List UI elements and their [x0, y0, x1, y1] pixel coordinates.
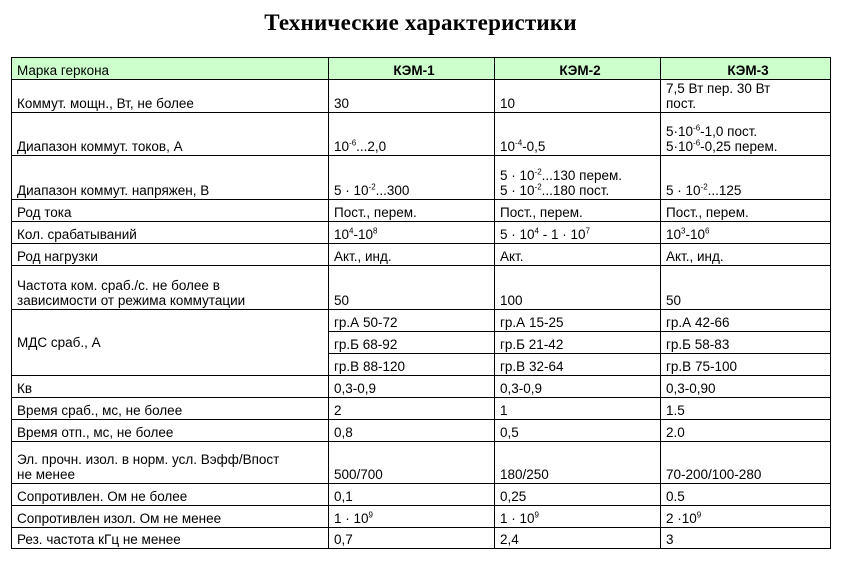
cell: Пост., перем.	[661, 200, 831, 222]
exponent: 4	[349, 226, 354, 236]
cell: гр.В 88-120	[329, 354, 495, 376]
row-label: Коммут. мощн., Вт, не более	[12, 80, 329, 113]
cell-text: 5 · 10	[334, 183, 369, 198]
row-label: МДС сраб., А	[12, 310, 329, 376]
cell-text: 10	[500, 139, 516, 154]
table-row	[12, 528, 831, 549]
exponent: 9	[368, 510, 373, 520]
cell: 50	[329, 266, 495, 310]
exponent: -2	[700, 182, 708, 192]
table-row	[12, 156, 831, 200]
exponent: 9	[534, 510, 539, 520]
cell: 180/250	[495, 442, 661, 484]
cell-line: 7,5 Вт пер. 30 Вт	[666, 81, 771, 96]
table-row	[12, 420, 831, 442]
row-label: Кол. срабатываний	[12, 222, 329, 244]
table-row	[12, 200, 831, 222]
cell-text: -10	[685, 227, 705, 242]
cell: гр.В 75-100	[661, 354, 831, 376]
cell: 2	[329, 398, 495, 420]
table-row	[12, 442, 831, 484]
exponent: 6	[705, 226, 710, 236]
cell-line	[500, 168, 660, 183]
cell-text: 5·10	[666, 139, 694, 154]
cell: 0,1	[329, 484, 495, 506]
cell-text: 5 · 10	[500, 168, 535, 183]
row-label: Род нагрузки	[12, 244, 329, 266]
exponent: -6	[349, 138, 357, 148]
row-label: Кв	[12, 376, 329, 398]
row-label: Рез. частота кГц не менее	[12, 528, 329, 549]
label-line: Частота ком. сраб./с. не более в	[17, 278, 220, 293]
cell: 0,8	[329, 420, 495, 442]
cell-text: 5 · 10	[666, 183, 701, 198]
cell: гр.А 42-66	[661, 310, 831, 332]
exponent: -6	[693, 123, 701, 133]
table-row	[12, 484, 831, 506]
cell: 0,3-0,90	[661, 376, 831, 398]
exponent: 3	[681, 226, 686, 236]
cell: 2.0	[661, 420, 831, 442]
header-kem3: КЭМ-3	[661, 58, 831, 80]
cell: Акт., инд.	[661, 244, 831, 266]
specs-table	[11, 57, 831, 549]
table-row	[12, 266, 831, 310]
cell: 0,3-0,9	[495, 376, 661, 398]
header-kem2: КЭМ-2	[495, 58, 661, 80]
cell-text: ...2,0	[356, 139, 387, 154]
cell-line: пост.	[666, 96, 697, 111]
cell-text: 5·10	[666, 124, 694, 139]
table-row	[12, 506, 831, 528]
page-title: Технические характеристики	[264, 10, 577, 35]
cell-line	[666, 124, 830, 139]
row-label: Время отп., мс, не более	[12, 420, 329, 442]
cell: 0,3-0,9	[329, 376, 495, 398]
row-label: Род тока	[12, 200, 329, 222]
cell: 30	[329, 80, 495, 113]
cell: Пост., перем.	[329, 200, 495, 222]
exponent: -2	[534, 182, 542, 192]
cell-text: -0,5	[522, 139, 546, 154]
cell-line	[500, 183, 660, 198]
cell: 10	[495, 80, 661, 113]
table-row	[12, 113, 831, 156]
exponent: 8	[373, 226, 378, 236]
cell: 70-200/100-280	[661, 442, 831, 484]
label-line: Эл. прочн. изол. в норм. усл. Вэфф/Впост	[17, 452, 280, 467]
cell-text: 10	[334, 139, 350, 154]
cell: 50	[661, 266, 831, 310]
row-label	[12, 266, 329, 310]
table-row	[12, 398, 831, 420]
cell	[495, 156, 661, 200]
cell-text: 10	[334, 227, 350, 242]
cell: Пост., перем.	[495, 200, 661, 222]
cell: 0,25	[495, 484, 661, 506]
cell	[661, 222, 831, 244]
cell-text: - 1 · 10	[538, 227, 586, 242]
table-row	[12, 310, 831, 332]
cell	[661, 80, 831, 113]
cell: гр.А 50-72	[329, 310, 495, 332]
exponent: 9	[696, 510, 702, 520]
cell-text: 5 · 10	[500, 227, 535, 242]
row-label	[12, 442, 329, 484]
cell: 0,5	[495, 420, 661, 442]
cell: Акт.	[495, 244, 661, 266]
cell-text: 10	[666, 227, 682, 242]
cell-text: ...300	[375, 183, 410, 198]
cell: 0,7	[329, 528, 495, 549]
exponent: 7	[585, 226, 590, 236]
cell-text: ...130 перем.	[541, 168, 623, 183]
cell: 2,4	[495, 528, 661, 549]
cell	[329, 113, 495, 156]
cell	[661, 113, 831, 156]
cell: гр.А 15-25	[495, 310, 661, 332]
header-kem1: КЭМ-1	[329, 58, 495, 80]
row-label: Сопротивлен изол. Ом не менее	[12, 506, 329, 528]
row-label: Время сраб., мс, не более	[12, 398, 329, 420]
table-row	[12, 376, 831, 398]
cell: 1.5	[661, 398, 831, 420]
cell: гр.Б 58-83	[661, 332, 831, 354]
exponent: -2	[534, 167, 542, 177]
cell-text: -0,25 перем.	[700, 139, 778, 154]
cell: гр.В 32-64	[495, 354, 661, 376]
cell	[495, 113, 661, 156]
cell: гр.Б 21-42	[495, 332, 661, 354]
cell: 100	[495, 266, 661, 310]
cell: 0.5	[661, 484, 831, 506]
cell-text: 1 · 10	[334, 511, 369, 526]
cell	[329, 506, 495, 528]
cell-text: -1,0 пост.	[700, 124, 758, 139]
cell	[329, 156, 495, 200]
cell	[495, 506, 661, 528]
exponent: -6	[693, 138, 701, 148]
table-row	[12, 222, 831, 244]
cell-text: ...180 пост.	[541, 183, 610, 198]
cell: 1	[495, 398, 661, 420]
cell	[661, 506, 831, 528]
label-line: зависимости от режима коммутации	[17, 293, 246, 308]
cell-text: 1 · 10	[500, 511, 535, 526]
table-header-row	[12, 58, 831, 80]
exponent: -2	[368, 182, 376, 192]
row-label: Диапазон коммут. напряжен, В	[12, 156, 329, 200]
cell	[661, 156, 831, 200]
cell: гр.Б 68-92	[329, 332, 495, 354]
exponent: 4	[534, 226, 539, 236]
row-label: Сопротивлен. Ом не более	[12, 484, 329, 506]
cell-text: ...125	[707, 183, 742, 198]
cell: 500/700	[329, 442, 495, 484]
cell	[329, 222, 495, 244]
exponent: -4	[515, 138, 523, 148]
row-label: Диапазон коммут. токов, А	[12, 113, 329, 156]
cell: Акт., инд.	[329, 244, 495, 266]
table-row	[12, 80, 831, 113]
cell-text: -10	[353, 227, 373, 242]
cell: 3	[661, 528, 831, 549]
cell-text: 2 ·10	[666, 511, 697, 526]
header-param: Марка геркона	[12, 58, 329, 80]
cell-text: 5 · 10	[500, 183, 535, 198]
cell-line	[666, 139, 830, 154]
table-row	[12, 244, 831, 266]
cell	[495, 222, 661, 244]
label-line: не менее	[17, 467, 75, 482]
